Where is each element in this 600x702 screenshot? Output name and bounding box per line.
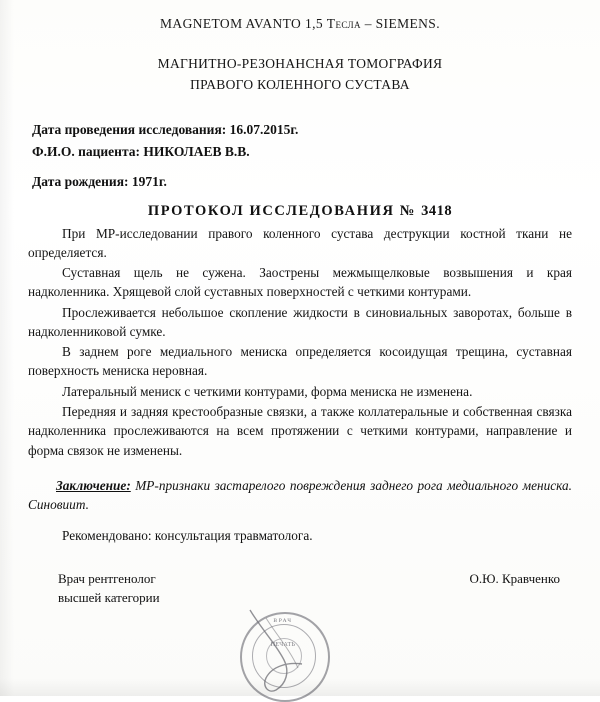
study-date-row bbox=[32, 120, 572, 140]
scanner-header: MAGNETOM AVANTO 1,5 Тесла – SIEMENS. bbox=[160, 16, 440, 31]
paragraph-1: При МР-исследовании правого коленного сустава деструкции костной ткани не определяется. bbox=[28, 225, 572, 260]
paragraph-5: Латеральный мениск с четкими контурами, форма мениска не изменена. bbox=[62, 383, 473, 399]
protocol-title-row bbox=[28, 203, 572, 220]
stamp-arc-text: ВРАЧ bbox=[273, 618, 293, 624]
study-date-label: Дата проведения исследования: bbox=[32, 121, 227, 137]
stamp-center-text: ПЕЧАТЬ bbox=[270, 642, 296, 648]
recommendation: Рекомендовано: консультация травматолога. bbox=[62, 528, 313, 544]
conclusion-label: Заключение: bbox=[56, 477, 131, 493]
patient-label: Ф.И.О. пациента: bbox=[32, 144, 140, 160]
patient-value: НИКОЛАЕВ В.В. bbox=[143, 144, 250, 160]
paragraph-2: Суставная щель не сужена. Заострены межмыщелковые возвышения и края надколенника. Хрящевой слой суставных поверхностей с четкими контурами. bbox=[28, 265, 572, 300]
paragraph-6: Передняя и задняя крестообразные связки, а также коллатеральные и собственная связка надколенника прослеживаются на всем протяжении с четкими контурами, направление и форма связок не изменены. bbox=[28, 403, 572, 458]
birth-value: 1971г. bbox=[131, 174, 167, 190]
title-line-1: МАГНИТНО-РЕЗОНАНСНАЯ ТОМОГРАФИЯ bbox=[157, 56, 443, 71]
signature-block bbox=[28, 570, 572, 608]
birth-row bbox=[32, 172, 572, 192]
paragraph-3: Прослеживается небольшое скопление жидкости в синовиальных заворотах, больше в надколенниковой сумке. bbox=[28, 304, 572, 339]
conclusion-text: МР-признаки застарелого повреждения заднего рога медиального мениска. Синовиит. bbox=[28, 477, 572, 513]
protocol-number: 3418 bbox=[421, 202, 453, 219]
protocol-title: ПРОТОКОЛ ИССЛЕДОВАНИЯ № bbox=[147, 202, 416, 219]
patient-row bbox=[32, 142, 572, 162]
doctor-name: О.Ю. Кравченко bbox=[469, 571, 560, 587]
paragraph-4: В заднем роге медиального мениска определяется косоидущая трещина, суставная поверхность мениска неровная. bbox=[28, 344, 572, 379]
doctor-role bbox=[58, 570, 160, 608]
doctor-role-line-2: высшей категории bbox=[58, 590, 160, 606]
stamp-and-signature bbox=[232, 612, 352, 696]
doctor-role-line-1: Врач рентгенолог bbox=[58, 571, 156, 587]
title-line-2: ПРАВОГО КОЛЕННОГО СУСТАВА bbox=[190, 76, 410, 92]
conclusion-block bbox=[28, 476, 572, 515]
study-date-value: 16.07.2015г. bbox=[229, 121, 299, 137]
birth-label: Дата рождения: bbox=[32, 174, 129, 190]
patient-meta bbox=[32, 120, 572, 193]
document-title bbox=[28, 54, 572, 96]
